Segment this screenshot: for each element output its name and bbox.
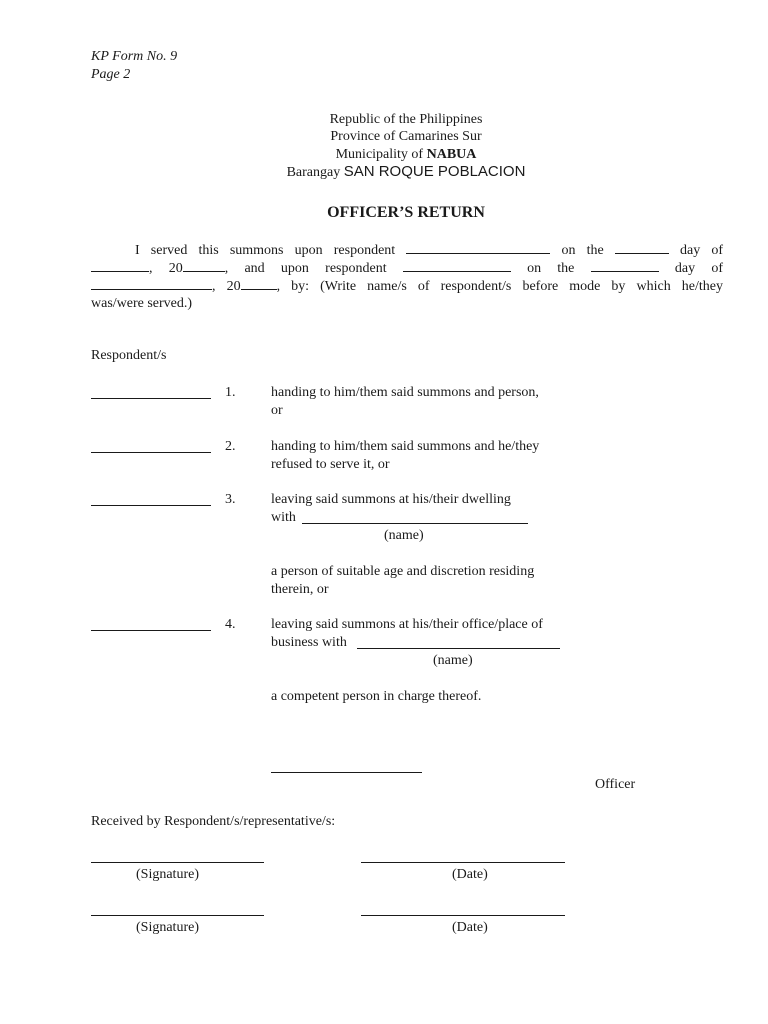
form-number: KP Form No. 9 (91, 49, 178, 64)
item-number-3: 3. (225, 492, 236, 507)
header-barangay (0, 163, 768, 182)
day-blank-2[interactable] (591, 259, 659, 272)
item-4-extra-line-1: a competent person in charge thereof. (271, 689, 482, 704)
header-province: Province of Camarines Sur (330, 129, 482, 144)
signature-line-2[interactable] (91, 915, 264, 916)
respondent-line-2[interactable] (91, 452, 211, 453)
received-by-label: Received by Respondent/s/representative/s: (91, 814, 336, 829)
signature-caption-2: (Signature) (136, 920, 199, 935)
municipality-name: NABUA (426, 147, 477, 162)
respondent-blank-2[interactable] (403, 259, 511, 272)
respondents-label: Respondent/s (91, 348, 167, 363)
paragraph-line-4: was/were served.) (91, 296, 193, 311)
year-blank-1[interactable] (183, 259, 225, 272)
respondent-line-4[interactable] (91, 630, 211, 631)
respondent-line-3[interactable] (91, 505, 211, 506)
item-2-text-line-2: refused to serve it, or (271, 457, 390, 472)
item-3-text-line-2: with (271, 510, 296, 525)
day-blank-1[interactable] (615, 241, 669, 254)
header-republic: Republic of the Philippines (329, 112, 483, 127)
barangay-prefix: Barangay (286, 165, 344, 180)
item-3-name-caption: (name) (384, 528, 424, 543)
paragraph-line-1: I served this summons upon respondent on the day of (135, 243, 724, 258)
date-caption-2: (Date) (452, 920, 488, 935)
business-name-line[interactable] (357, 648, 560, 649)
date-line-2[interactable] (361, 915, 565, 916)
item-4-text-line-2: business with (271, 635, 347, 650)
paragraph-line-3: , 20 , by: (Write name/s of respondent/s before mode by which he/they (91, 277, 723, 296)
officer-signature-line[interactable] (271, 772, 422, 773)
item-3-extra-line-1: a person of suitable age and discretion residing (271, 564, 535, 579)
date-line-1[interactable] (361, 862, 565, 863)
officer-label: Officer (595, 777, 636, 792)
month-blank-2[interactable] (91, 277, 212, 290)
item-4-text-line-1: leaving said summons at his/their office/place of (271, 617, 543, 632)
item-number-2: 2. (225, 439, 236, 454)
item-1-text-line-1: handing to him/them said summons and person, (271, 385, 539, 400)
dwelling-name-line[interactable] (302, 523, 528, 524)
signature-caption-1: (Signature) (136, 867, 199, 882)
page-number: Page 2 (91, 67, 131, 82)
respondent-blank-1[interactable] (406, 241, 550, 254)
date-caption-1: (Date) (452, 867, 488, 882)
item-3-text-line-1: leaving said summons at his/their dwelling (271, 492, 511, 507)
item-3-extra-line-2: therein, or (271, 582, 329, 597)
respondent-line-1[interactable] (91, 398, 211, 399)
item-4-name-caption: (name) (433, 653, 473, 668)
year-blank-2[interactable] (241, 277, 277, 290)
municipality-prefix: Municipality of (335, 147, 427, 162)
item-1-text-line-2: or (271, 403, 283, 418)
header-municipality (0, 146, 768, 164)
item-2-text-line-1: handing to him/them said summons and he/they (271, 439, 540, 454)
signature-line-1[interactable] (91, 862, 264, 863)
paragraph-line-2: , 20 , and upon respondent on the day of (91, 259, 723, 278)
item-number-1: 1. (225, 385, 236, 400)
item-number-4: 4. (225, 617, 236, 632)
document-title: OFFICER’S RETURN (327, 204, 485, 221)
barangay-name: SAN ROQUE POBLACION (343, 163, 526, 180)
month-blank-1[interactable] (91, 259, 149, 272)
